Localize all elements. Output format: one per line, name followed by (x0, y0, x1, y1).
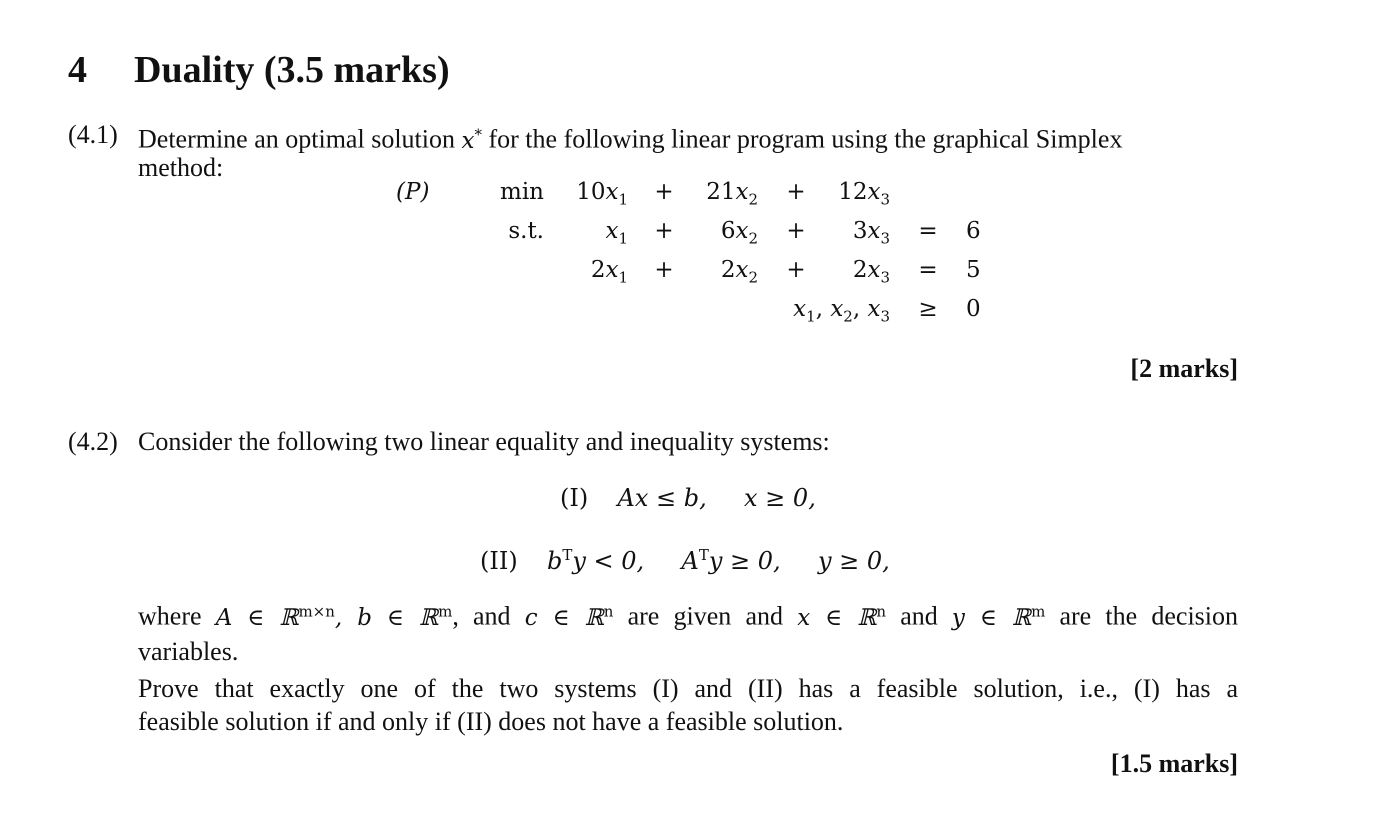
lp-c2-term3: $2x_3$ (852, 257, 890, 287)
system-2-label: (II) (480, 547, 518, 575)
lp-c1-term3: $3x_3$ (852, 218, 890, 248)
lp-c2-term2: $2x_2$ (720, 257, 758, 287)
lp-c2-plus2: + (786, 257, 806, 283)
question-4-1-line1 (138, 118, 1122, 158)
question-label-4-2: (4.2) (68, 427, 118, 456)
lp-name: (P) (396, 179, 430, 205)
where-line2: variables. (138, 636, 239, 666)
where-paragraph (138, 595, 1238, 668)
lp-c1-rhs: 6 (966, 218, 981, 244)
prove-line2: feasible solution if and only if (II) does not have a feasible solution. (138, 707, 844, 736)
lp-c1-plus1: + (654, 218, 674, 244)
question-4-1-line2: method: (138, 153, 224, 182)
system-1-ineq1: Ax ≤ b, (617, 484, 707, 512)
lp-obj-plus1: + (654, 179, 674, 205)
lp-c1-eq: = (918, 218, 938, 244)
lp-c2-plus1: + (654, 257, 674, 283)
lp-objective-row (0, 174, 1384, 210)
system-2-ineq3: y ≥ 0, (817, 547, 890, 575)
system-2 (480, 546, 890, 575)
lp-min: min (500, 179, 544, 205)
lp-constraint-1-row (0, 213, 1384, 249)
lp-c2-term1: $2x_1$ (590, 257, 628, 287)
system-1-ineq2: x ≥ 0, (744, 484, 816, 512)
lp-constraint-2-row (0, 252, 1384, 288)
system-1 (560, 484, 816, 512)
lp-obj-term2: $21x_2$ (706, 179, 758, 209)
q41-text-b: for the following linear program using the graphical Simplex (488, 124, 1123, 154)
q41-var: x* (461, 125, 482, 154)
system-2-ineq2: $A^Ty \ge 0$, (681, 546, 781, 575)
system-2-ineq1: $b^Ty < 0$, (546, 546, 645, 575)
q41-marks: [2 marks] (1130, 354, 1238, 383)
q42-marks: [1.5 marks] (1110, 749, 1238, 778)
lp-c2-eq: = (918, 257, 938, 283)
system-1-label: (I) (560, 484, 589, 512)
lp-nonneg-vars: $x_1$, $x_2$, $x_3$ (793, 296, 890, 326)
q41-text-a: Determine an optimal solution (138, 124, 455, 154)
question-label-4-1: (4.1) (68, 120, 118, 149)
lp-obj-term1: $10x_1$ (576, 179, 628, 209)
lp-st: s.t. (508, 218, 544, 244)
where-line1: where A ∈ ℝ$^{m\times n}$, b ∈ ℝ$^m$, and c ∈ ℝ$^n$ are given and x ∈ ℝ$^n$ and y ∈ ℝ$^m$ are the decision (138, 601, 1239, 631)
lp-c1-term2: $6x_2$ (720, 218, 758, 248)
section-title: Duality (3.5 marks) (134, 49, 450, 91)
lp-c2-rhs: 5 (966, 257, 981, 283)
lp-nonneg-rhs: 0 (966, 296, 981, 322)
prove-line1: Prove that exactly one of the two systems (I) and (II) has a feasible solution, i.e., (I) has a (138, 674, 1238, 703)
lp-c1-plus2: + (786, 218, 806, 244)
lp-nonneg-geq: ≥ (918, 296, 938, 322)
section-number: 4 (68, 49, 87, 91)
lp-obj-plus2: + (786, 179, 806, 205)
lp-obj-term3: $12x_3$ (838, 179, 890, 209)
question-4-2-intro: Consider the following two linear equality and inequality systems: (138, 427, 830, 456)
prove-paragraph (138, 672, 1238, 738)
lp-c1-term1: $x_1$ (605, 218, 628, 248)
lp-nonneg-row (0, 291, 1384, 327)
